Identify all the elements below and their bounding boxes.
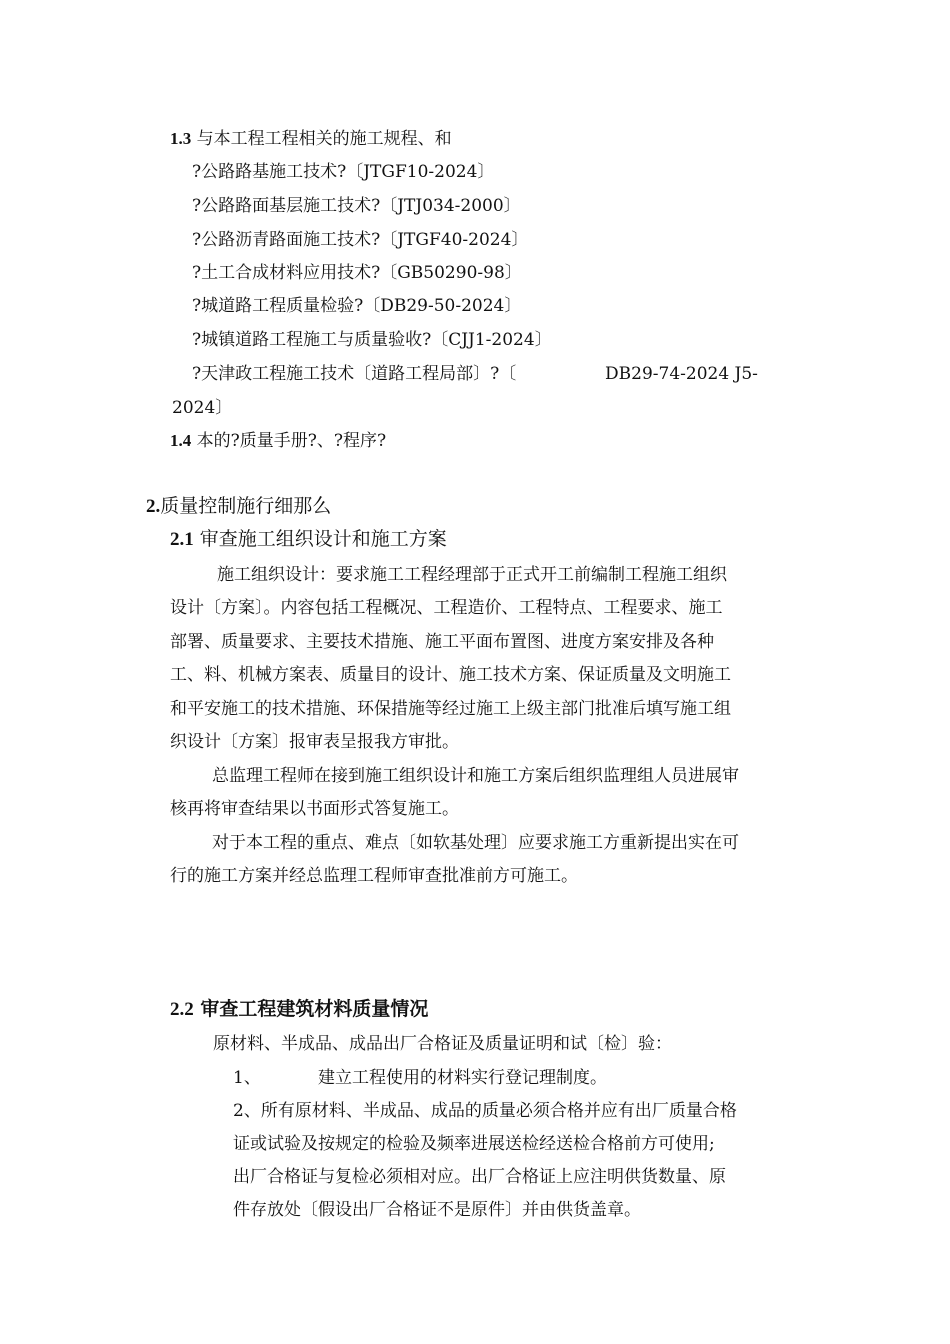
list-item: ?城道路工程质量检验?〔DB29-50-2024〕 xyxy=(192,296,522,316)
list-item: ?公路路基施工技术?〔JTGF10-2024〕 xyxy=(192,162,495,182)
section-number: 2.1 xyxy=(170,529,194,550)
paragraph-line: 对于本工程的重点、难点〔如软基处理〕应要求施工方重新提出实在可 xyxy=(212,833,739,853)
section-2-2-heading xyxy=(170,998,428,1021)
paragraph-line: 织设计〔方案〕报审表呈报我方审批。 xyxy=(170,732,459,752)
list-item: 建立工程使用的材料实行登记理制度。 xyxy=(318,1068,607,1088)
paragraph-line: 件存放处〔假设出厂合格证不是原件〕并由供货盖章。 xyxy=(233,1200,641,1220)
paragraph-line: 施工组织设计：要求施工工程经理部于正式开工前编制工程施工组织 xyxy=(217,565,727,585)
paragraph-line: 出厂合格证与复检必须相对应。出厂合格证上应注明供货数量、原 xyxy=(233,1167,726,1187)
paragraph-line: 设计〔方案〕。内容包括工程概况、工程造价、工程特点、工程要求、施工 xyxy=(170,598,723,618)
section-title: 质量控制施行细那么 xyxy=(160,495,332,517)
section-title: 审查施工组织设计和施工方案 xyxy=(199,528,447,550)
list-item: ?城镇道路工程施工与质量验收?〔CJJ1-2024〕 xyxy=(192,330,552,350)
list-item: ?天津政工程施工技术〔道路工程局部〕?〔 xyxy=(192,364,517,384)
paragraph-line: 行的施工方案并经总监理工程师审查批准前方可施工。 xyxy=(170,866,578,886)
section-2-1-heading xyxy=(170,528,447,551)
section-number: 1.4 xyxy=(170,431,192,450)
list-item-wrap: 2024〕 xyxy=(172,398,233,418)
section-title: 与本工程工程相关的施工规程、和 xyxy=(196,129,452,149)
section-title: 本的?质量手册?、?程序? xyxy=(196,431,387,451)
list-item: ?公路路面基层施工技术?〔JTJ034-2000〕 xyxy=(192,196,521,216)
section-1-3-heading xyxy=(170,128,452,150)
paragraph-line: 核再将审查结果以书面形式答复施工。 xyxy=(170,799,459,819)
section-1-4-heading xyxy=(170,430,386,452)
list-number: 1、 xyxy=(233,1068,261,1088)
paragraph-line: 2、所有原材料、半成品、成品的质量必须合格并应有出厂质量合格 xyxy=(233,1101,737,1121)
paragraph-line: 证或试验及按规定的检验及频率进展送检经送检合格前方可使用; xyxy=(233,1134,715,1154)
paragraph-line: 总监理工程师在接到施工组织设计和施工方案后组织监理组人员进展审 xyxy=(212,766,739,786)
paragraph-line: 原材料、半成品、成品出厂合格证及质量证明和试〔检〕验： xyxy=(213,1034,672,1054)
list-item: ?公路沥青路面施工技术?〔JTGF40-2024〕 xyxy=(192,230,529,250)
section-title: 审查工程建筑材料质量情况 xyxy=(200,998,429,1020)
paragraph-line: 部署、质量要求、主要技术措施、施工平面布置图、进度方案安排及各种 xyxy=(170,632,714,652)
section-number: 2.2 xyxy=(170,999,194,1020)
list-item: ?土工合成材料应用技术?〔GB50290-98〕 xyxy=(192,263,522,283)
section-number: 1.3 xyxy=(170,129,192,148)
section-2-heading xyxy=(146,495,331,518)
paragraph-line: 和平安施工的技术措施、环保措施等经过施工上级主部门批准后填写施工组 xyxy=(170,699,731,719)
paragraph-line: 工、料、机械方案表、质量目的设计、施工技术方案、保证质量及文明施工 xyxy=(170,665,731,685)
section-number: 2. xyxy=(146,496,161,517)
list-item-continued: DB29-74-2024 J5- xyxy=(605,364,758,384)
